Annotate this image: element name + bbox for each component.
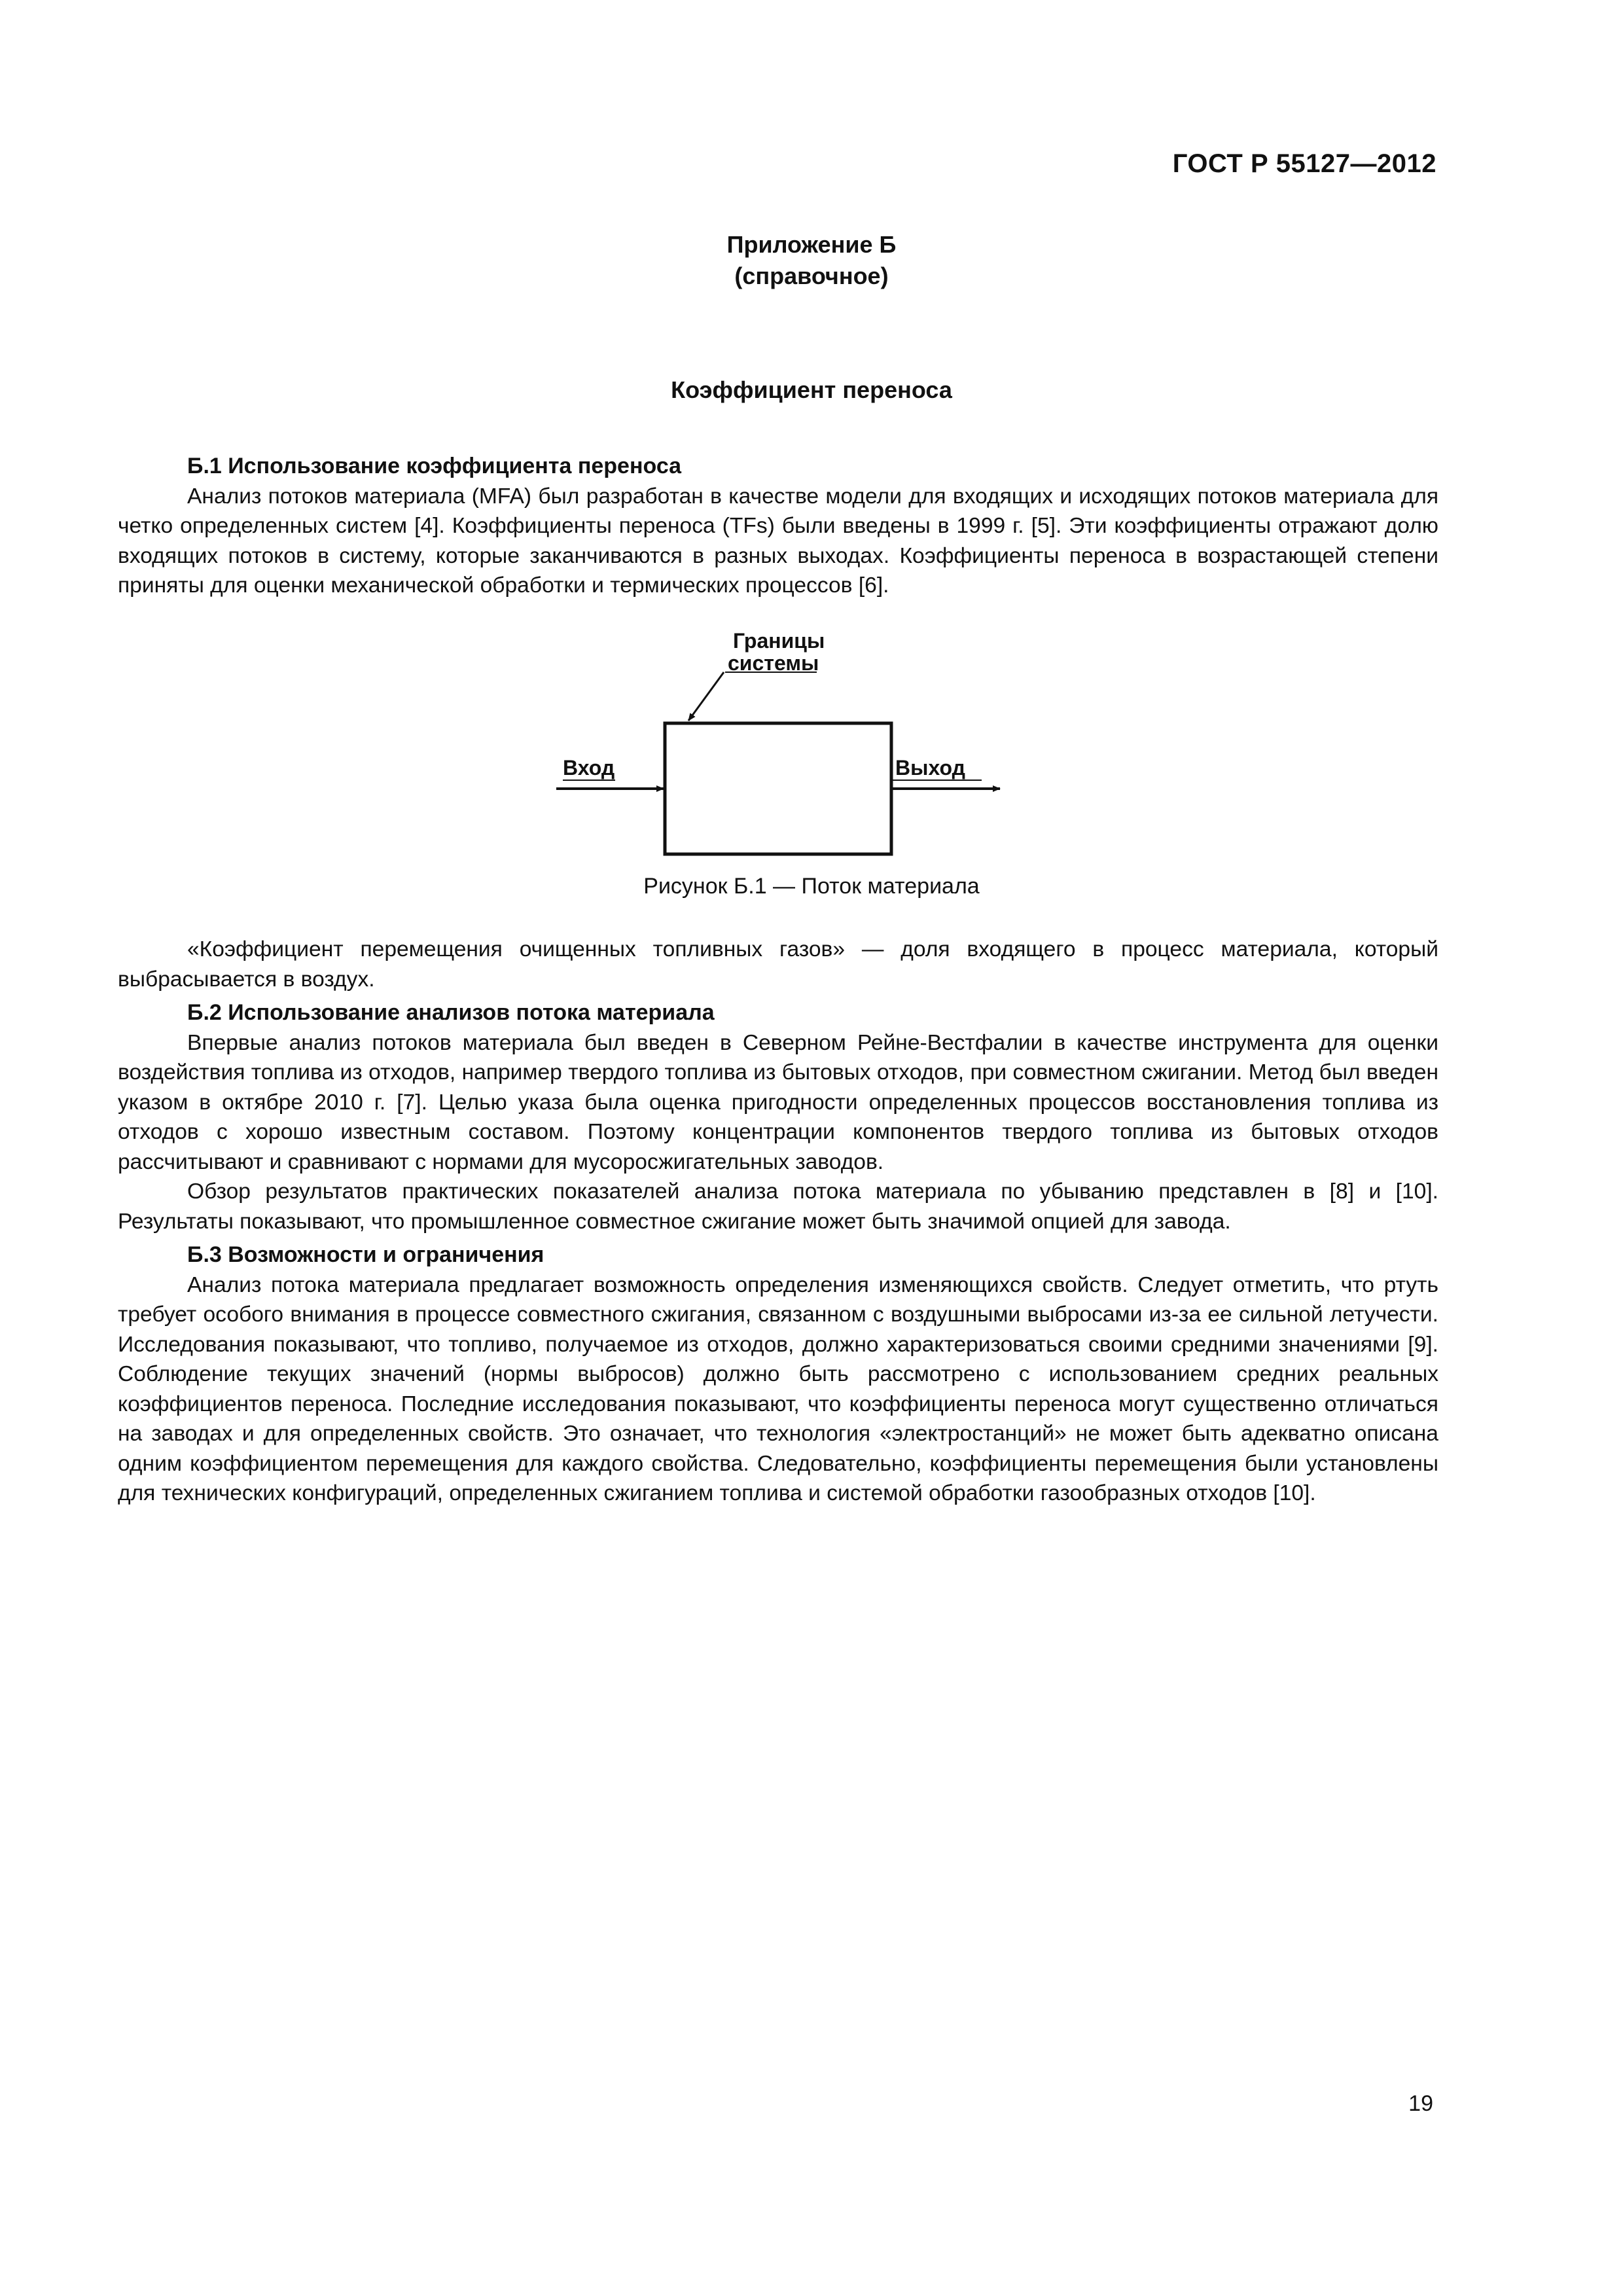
boundary-label-line2: системы bbox=[728, 651, 819, 675]
section-3-paragraph-1: Анализ потока материала предлагает возможность определения изменяющихся свойств. Следует отметить, что ртуть требует особого внимания в процессе совместного сжигания, связанном с воздушными выбросами из-за ее сильной летучести. Исследования показывают, что топливо, получаемое из отходов, должно характеризоваться своими средними значениями [9]. Соблюдение текущих значений (нормы выбросов) должно быть рассмотрено с использованием средних реальных коэффициентов переноса. Последние исследования показывают, что коэффициенты переноса могут существенно отличаться на заводах и для определенных свойств. Это означает, что технология «электростанций» не может быть адекватно описана одним коэффициентом перемещения для каждого свойства. Следовательно, коэффициенты перемещения были установлены для технических конфигураций, определенных сжиганием топлива и системой обработки газообразных отходов [10]. bbox=[118, 1272, 1438, 1505]
document-code: ГОСТ Р 55127—2012 bbox=[1172, 149, 1436, 178]
annex-title: Приложение Б bbox=[726, 231, 897, 258]
figure-caption: Рисунок Б.1 — Поток материала bbox=[643, 874, 980, 899]
boundary-leader-arrow bbox=[688, 672, 724, 721]
output-label: Выход bbox=[895, 756, 965, 780]
section-2-paragraph-2: Обзор результатов практических показателей анализа потока материала по убыванию представлен в [8] и [10]. Результаты показывают, что промышленное совместное сжигание может быть значимой опцией для завода. bbox=[118, 1179, 1438, 1234]
material-flow-figure bbox=[537, 625, 1086, 861]
system-box bbox=[665, 723, 891, 854]
after-figure-paragraph: «Коэффициент перемещения очищенных топливных газов» — доля входящего в процесс материала, который выбрасывается в воздух. bbox=[118, 937, 1438, 992]
section-1-heading: Б.1 Использование коэффициента переноса bbox=[187, 454, 682, 478]
input-label: Вход bbox=[563, 756, 615, 780]
annex-type: (справочное) bbox=[734, 262, 889, 289]
section-3-heading: Б.3 Возможности и ограничения bbox=[187, 1242, 544, 1267]
annex-heading bbox=[0, 229, 1623, 292]
page-number: 19 bbox=[1408, 2091, 1433, 2116]
section-2-heading: Б.2 Использование анализов потока материала bbox=[187, 1000, 715, 1025]
section-1 bbox=[118, 452, 1438, 601]
section-1-paragraph: Анализ потоков материала (MFA) был разработан в качестве модели для входящих и исходящих потоков материала для четко определенных систем [4]. Коэффициенты переноса (TFs) были введены в 1999 г. [5]. Эти коэффициенты отражают долю входящих потоков в систему, которые заканчиваются в разных выходах. Коэффициенты переноса в возрастающей степени приняты для оценки механической обработки и термических процессов [6]. bbox=[118, 484, 1438, 598]
section-2-paragraph-1: Впервые анализ потоков материала был введен в Северном Рейне-Вестфалии в качестве инструмента для оценки воздействия топлива из отходов, например твердого топлива из бытовых отходов, при совместном сжигании. Метод был введен указом в октябре 2010 г. [7]. Целью указа была оценка пригодности определенных процессов восстановления топлива из отходов с хорошо известным составом. Поэтому концентрации компонентов твердого топлива из бытовых отходов рассчитывают и сравнивают с нормами для мусоросжигательных заводов. bbox=[118, 1030, 1438, 1174]
main-title: Коэффициент переноса bbox=[671, 376, 952, 403]
body-after-figure bbox=[118, 935, 1438, 1509]
boundary-label-line1: Границы bbox=[733, 629, 825, 653]
